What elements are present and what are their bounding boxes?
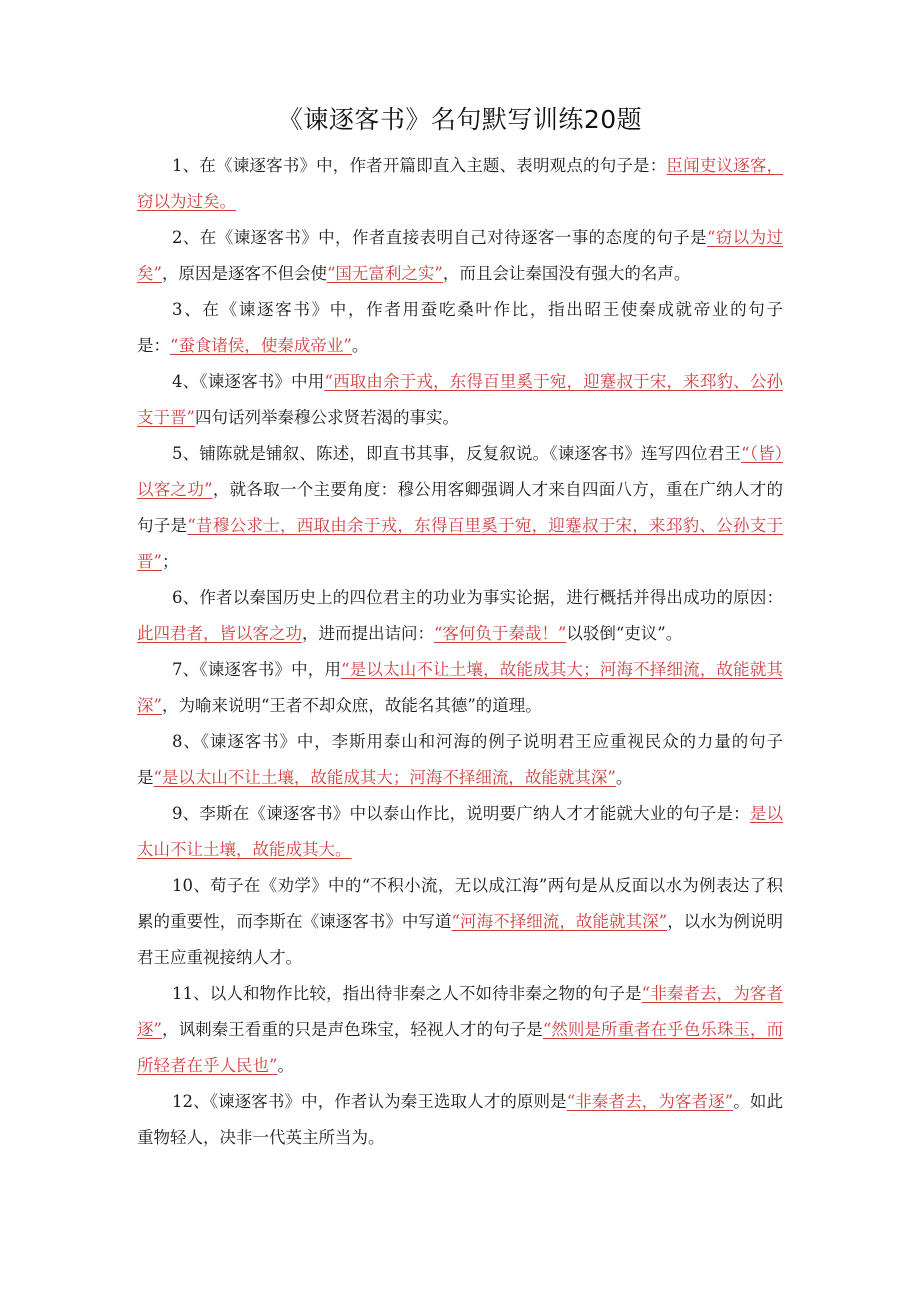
answer-text: “（皆）以客之功” [137,444,783,499]
question-4 [137,364,783,436]
answer-text: “客何负于秦哉！” [434,624,567,643]
question-text: 10、荀子在《劝学》中的“不积小流，无以成江海”两句是从反面以水为例表达了积累的重要性，而李斯在《谏逐客书》中写道 [137,876,783,931]
question-text: 8、《谏逐客书》中，李斯用泰山和河海的例子说明君王应重视民众的力量的句子是 [137,732,783,787]
question-text: 。 [615,768,633,787]
question-10 [137,868,783,976]
question-text: ，而且会让秦国没有强大的名声。 [442,264,691,283]
question-text: ，为喻来说明“王者不却众庶，故能名其德”的道理。 [161,696,542,715]
answer-text: “蚕食诸侯，使秦成帝业” [170,336,352,355]
question-11 [137,976,783,1084]
question-text: 。 [351,336,369,355]
question-3 [137,292,783,364]
answer-text: “昔穆公求士，西取由余于戎，东得百里奚于宛，迎蹇叔于宋，来邳豹、公孙支于晋” [137,516,784,571]
question-2 [137,220,783,292]
answer-text: “非秦者去，为客者逐” [566,1092,734,1111]
question-text: 9、李斯在《谏逐客书》中以泰山作比，说明要广纳人才才能就大业的句子是： [172,804,750,823]
answer-text: 是以太山不让土壤，故能成其大 [137,804,784,859]
question-text: 3、在《谏逐客书》中，作者用蚕吃桑叶作比，指出昭王使秦成就帝业的句子是： [137,300,783,355]
answer-text: 。 [219,192,236,211]
question-text: ，就各取一个主要角度：穆公用客卿强调人才来自四面八方，重在广纳人才的句子是 [137,480,784,535]
answer-text: 此四君者，皆以客之功 [137,624,302,643]
question-7 [137,652,783,724]
answer-text: “然则是所重者在乎色乐珠玉，而所轻者在乎人民也” [137,1020,784,1075]
answer-text: “国无富利之实” [326,264,443,283]
question-text: 2、在《谏逐客书》中，作者直接表明自己对待逐客一事的态度的句子是 [172,228,707,247]
answer-text: “窃以为过矣” [137,228,784,283]
answer-text: “河海不择细流，故能就其深” [451,912,668,931]
question-text: ，以水为例说明君王应重视接纳人才。 [137,912,784,967]
answer-text: “非秦者去，为客者逐” [137,984,783,1039]
question-text: 12、《谏逐客书》中，作者认为秦王选取人才的原则是 [172,1092,567,1111]
answer-text: 臣闻吏议逐客，窃以为过矣 [137,156,784,211]
question-list [137,148,783,1156]
question-5 [137,436,783,580]
answer-text: “是以太山不让土壤，故能成其大；河海不择细流，故能就其深” [153,768,616,787]
question-text: ，进而提出诘问： [302,624,434,643]
question-text: ； [161,552,179,571]
answer-text: “是以太山不让土壤，故能成其大；河海不择细流，故能就其深” [137,660,783,715]
question-8 [137,724,783,796]
answer-text: “西取由余于戎，东得百里奚于宛，迎蹇叔于宋，来邳豹、公孙支于晋” [137,372,784,427]
question-text: ，原因是逐客不但会使 [161,264,327,283]
question-text: ，讽刺秦王看重的只是声色珠宝，轻视人才的句子是 [162,1020,543,1039]
question-text: 以驳倒“吏议”。 [566,624,683,643]
question-text: 。如此重物轻人，决非一代英主所当为。 [137,1092,784,1147]
question-text: 4、《谏逐客书》中用 [172,372,325,391]
question-text: 5、铺陈就是铺叙、陈述，即直书其事，反复叙说。《谏逐客书》连写四位君王 [172,444,742,463]
page-title: 《谏逐客书》名句默写训练20题 [277,105,643,134]
question-text: 7、《谏逐客书》中，用 [172,660,342,679]
answer-text: 。 [335,840,352,859]
question-9 [137,796,783,868]
question-1 [137,148,783,220]
question-12 [137,1084,783,1156]
question-text: 四句话列举秦穆公求贤若渴的事实。 [194,408,459,427]
question-text: 。 [277,1056,294,1075]
question-text: 6、作者以秦国历史上的四位君主的功业为事实论据，进行概括并得出成功的原因： [172,588,783,607]
question-text: 1、在《谏逐客书》中，作者开篇即直入主题、表明观点的句子是： [172,156,667,175]
question-6 [137,580,783,652]
question-text: 11、以人和物作比较，指出待非秦之人不如待非秦之物的句子是 [172,984,642,1003]
